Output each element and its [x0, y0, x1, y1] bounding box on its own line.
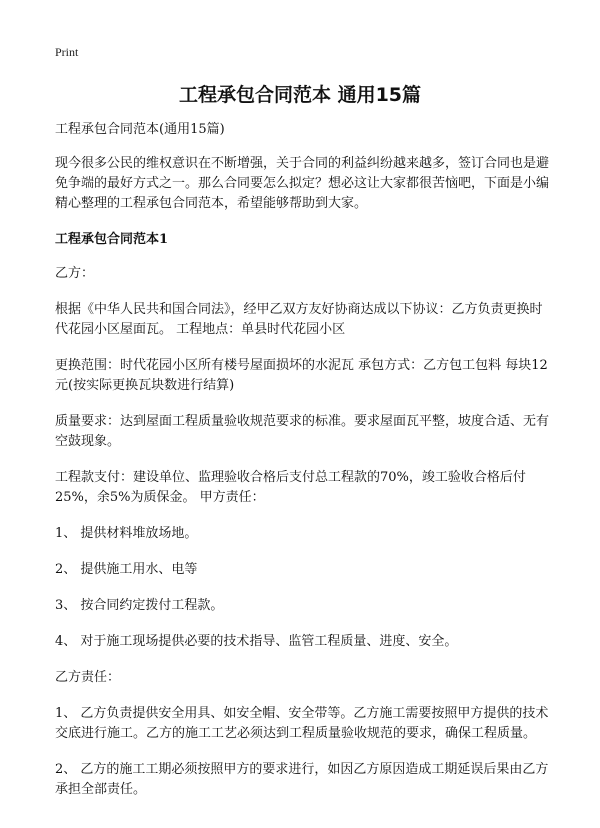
- document-title: 工程承包合同范本 通用15篇: [178, 84, 422, 106]
- document-subtitle: 工程承包合同范本(通用15篇): [55, 122, 225, 137]
- section-heading: 工程承包合同范本1: [55, 232, 169, 247]
- print-label: Print: [55, 45, 79, 59]
- agreement-paragraph: 根据《中华人民共和国合同法》，经甲乙双方友好协商达成以下协议：乙方负责更换时代花园小区屋面瓦。 工程地点：单县时代花园小区: [55, 302, 543, 337]
- intro-paragraph: 现今很多公民的维权意识在不断增强，关于合同的利益纠纷越来越多，签订合同也是避免争端的最好方式之一。那么合同要怎么拟定？想必这让大家都很苦恼吧，下面是小编精心整理的工程承包合同范本，希望能够帮助到大家。: [55, 156, 550, 211]
- party-a-duty-3: 3、 按合同约定拨付工程款。: [55, 598, 224, 613]
- quality-paragraph: 质量要求：达到屋面工程质量验收规范要求的标准。要求屋面瓦平整，坡度合适、无有空鼓现象。: [55, 414, 550, 449]
- party-b-duties-heading: 乙方责任：: [55, 670, 121, 685]
- party-a-duty-4: 4、 对于施工现场提供必要的技术指导、监管工程质量、进度、安全。: [55, 634, 458, 649]
- document-body: [55, 120, 550, 816]
- party-b-duty-2: 2、 乙方的施工工期必须按照甲方的要求进行，如因乙方原因造成工期延误后果由乙方承担全部责任。: [55, 762, 549, 797]
- scope-paragraph: 更换范围：时代花园小区所有楼号屋面损坏的水泥瓦 承包方式：乙方包工包料 每块12元(按实际更换瓦块数进行结算): [55, 358, 548, 393]
- party-b-label: 乙方：: [55, 266, 95, 281]
- party-b-duty-1: 1、 乙方负责提供安全用具、如安全帽、安全带等。乙方施工需要按照甲方提供的技术交底进行施工。乙方的施工工艺必须达到工程质量验收规范的要求，确保工程质量。: [55, 706, 549, 741]
- payment-paragraph: 工程款支付：建设单位、监理验收合格后支付总工程款的70%，竣工验收合格后付25%，余5%为质保金。 甲方责任：: [55, 470, 526, 505]
- party-a-duty-2: 2、 提供施工用水、电等: [55, 562, 198, 577]
- party-a-duty-1: 1、 提供材料堆放场地。: [55, 526, 198, 541]
